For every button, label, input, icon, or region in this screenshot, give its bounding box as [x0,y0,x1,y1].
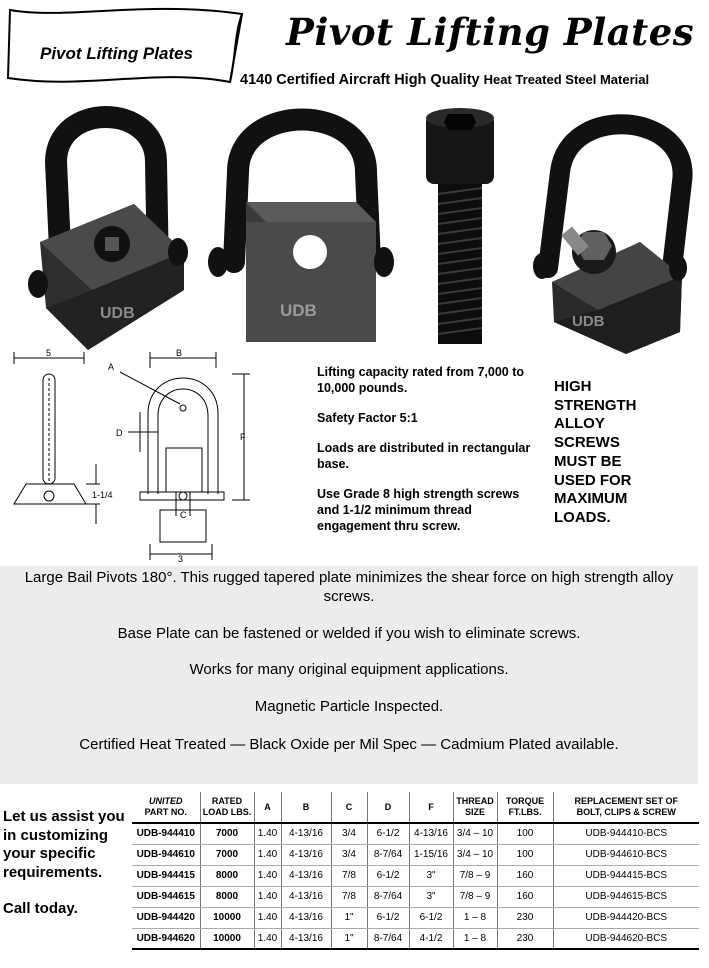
dim-a-label: A [108,362,115,372]
screw-warning: HIGH STRENGTH ALLOY SCREWS MUST BE USED FOR MAXIMUM LOADS. [554,378,637,526]
lifting-plate-photo-4 [532,92,702,354]
dim-c-label: C [180,510,187,520]
cell-b: 4-13/16 [281,886,331,907]
cell-a: 1.40 [254,928,281,949]
dimension-diagram [0,344,300,566]
banner-label: Pivot Lifting Plates [40,44,194,63]
cell-part-no: UDB-944420 [132,907,200,928]
cell-c: 1" [331,907,367,928]
cell-f: 3" [409,865,453,886]
photo-1-brand: UDB [100,305,135,322]
header-banner [6,6,246,88]
cell-replacement-set: UDB-944410-BCS [553,823,699,844]
cell-b: 4-13/16 [281,823,331,844]
cell-torque: 160 [497,886,553,907]
cell-rated-load: 10000 [200,928,254,949]
cell-a: 1.40 [254,886,281,907]
cell-f: 4-1/2 [409,928,453,949]
lifting-plate-photo-2 [206,92,396,354]
cell-c: 1" [331,928,367,949]
cell-b: 4-13/16 [281,928,331,949]
cell-thread: 3/4 – 10 [453,844,497,865]
cell-thread: 1 – 8 [453,907,497,928]
cell-torque: 230 [497,928,553,949]
table-header-row [132,792,699,823]
cell-a: 1.40 [254,907,281,928]
parts-table [132,792,699,950]
feature-inspected: Magnetic Particle Inspected. [254,698,444,715]
lifting-plate-photo-1 [16,92,196,354]
cell-rated-load: 10000 [200,907,254,928]
dim-f-label: F [240,432,246,442]
cell-replacement-set: UDB-944615-BCS [553,886,699,907]
cell-f: 4-13/16 [409,823,453,844]
cell-c: 3/4 [331,844,367,865]
table-row [132,823,699,844]
col-b: B [281,792,331,823]
cell-a: 1.40 [254,823,281,844]
product-photos [0,92,709,354]
cell-d: 8-7/64 [367,844,409,865]
feature-certified: Certified Heat Treated — Black Oxide per Mil Spec — Cadmium Plated available. [79,736,619,753]
feature-pivot: Large Bail Pivots 180°. This rugged tapered plate minimizes the shear force on high strength alloy screws. [24,569,674,605]
cell-replacement-set: UDB-944610-BCS [553,844,699,865]
cell-f: 1-15/16 [409,844,453,865]
cell-part-no: UDB-944410 [132,823,200,844]
feature-base-plate: Base Plate can be fastened or welded if you wish to eliminate screws. [117,625,581,642]
cell-thread: 1 – 8 [453,928,497,949]
cell-c: 7/8 [331,865,367,886]
cell-part-no: UDB-944615 [132,886,200,907]
cell-rated-load: 7000 [200,844,254,865]
table-row [132,844,699,865]
cell-thread: 7/8 – 9 [453,865,497,886]
cell-replacement-set: UDB-944620-BCS [553,928,699,949]
cell-a: 1.40 [254,844,281,865]
cell-torque: 160 [497,865,553,886]
subtitle-small: Heat Treated Steel Material [483,72,650,87]
cell-part-no: UDB-944610 [132,844,200,865]
col-rated-load: RATED LOAD LBS. [200,792,254,823]
cell-part-no: UDB-944620 [132,928,200,949]
col-part-no: UNITED PART NO. [132,792,200,823]
cell-d: 6-1/2 [367,823,409,844]
cell-c: 7/8 [331,886,367,907]
cell-d: 6-1/2 [367,907,409,928]
col-replacement-set: REPLACEMENT SET OF BOLT, CLIPS & SCREW [553,792,699,823]
call-to-action [3,808,128,919]
table-row [132,865,699,886]
col-torque: TORQUE FT.LBS. [497,792,553,823]
cell-rated-load: 8000 [200,865,254,886]
dim-5-label: 5 [46,348,52,358]
photo-4-brand: UDB [572,313,605,330]
col-f: F [409,792,453,823]
dim-d-label: D [116,428,123,438]
parts-table-body [132,823,699,949]
page-subtitle [240,72,649,88]
cell-rated-load: 7000 [200,823,254,844]
col-d: D [367,792,409,823]
table-row [132,907,699,928]
assist-text: Let us assist you in customizing your specific requirements. [3,808,125,881]
cell-thread: 3/4 – 10 [453,823,497,844]
cell-c: 3/4 [331,823,367,844]
cell-d: 8-7/64 [367,886,409,907]
screws-note: Use Grade 8 high strength screws and 1-1/2 minimum thread engagement thru screw. [317,487,520,533]
cell-torque: 100 [497,844,553,865]
photo-2-brand: UDB [280,301,317,320]
cell-d: 8-7/64 [367,928,409,949]
spec-notes [317,364,532,548]
col-thread: THREAD SIZE [453,792,497,823]
page-title: Pivot Lifting Plates [286,10,695,54]
feature-applications: Works for many original equipment applications. [189,661,509,678]
cell-rated-load: 8000 [200,886,254,907]
cell-f: 3" [409,886,453,907]
cell-b: 4-13/16 [281,907,331,928]
cell-torque: 100 [497,823,553,844]
cell-b: 4-13/16 [281,865,331,886]
col-a: A [254,792,281,823]
cell-f: 6-1/2 [409,907,453,928]
call-today-text: Call today. [3,900,78,917]
cell-a: 1.40 [254,865,281,886]
table-row [132,886,699,907]
dim-b-label: B [176,348,183,358]
cell-part-no: UDB-944415 [132,865,200,886]
cell-d: 6-1/2 [367,865,409,886]
distribution-note: Loads are distributed in rectangular base. [317,441,531,471]
safety-note: Safety Factor 5:1 [317,411,418,425]
col-c: C [331,792,367,823]
features-band [0,566,698,784]
cell-thread: 7/8 – 9 [453,886,497,907]
dim-height-label: 1-1/4 [92,490,113,500]
alloy-screw-photo [414,92,514,354]
cell-b: 4-13/16 [281,844,331,865]
cell-replacement-set: UDB-944415-BCS [553,865,699,886]
cell-torque: 230 [497,907,553,928]
table-row [132,928,699,949]
subtitle-main: 4140 Certified Aircraft High Quality [240,72,480,88]
dim-3-label: 3 [178,554,184,564]
capacity-note: Lifting capacity rated from 7,000 to 10,000 pounds. [317,365,524,395]
cell-replacement-set: UDB-944420-BCS [553,907,699,928]
